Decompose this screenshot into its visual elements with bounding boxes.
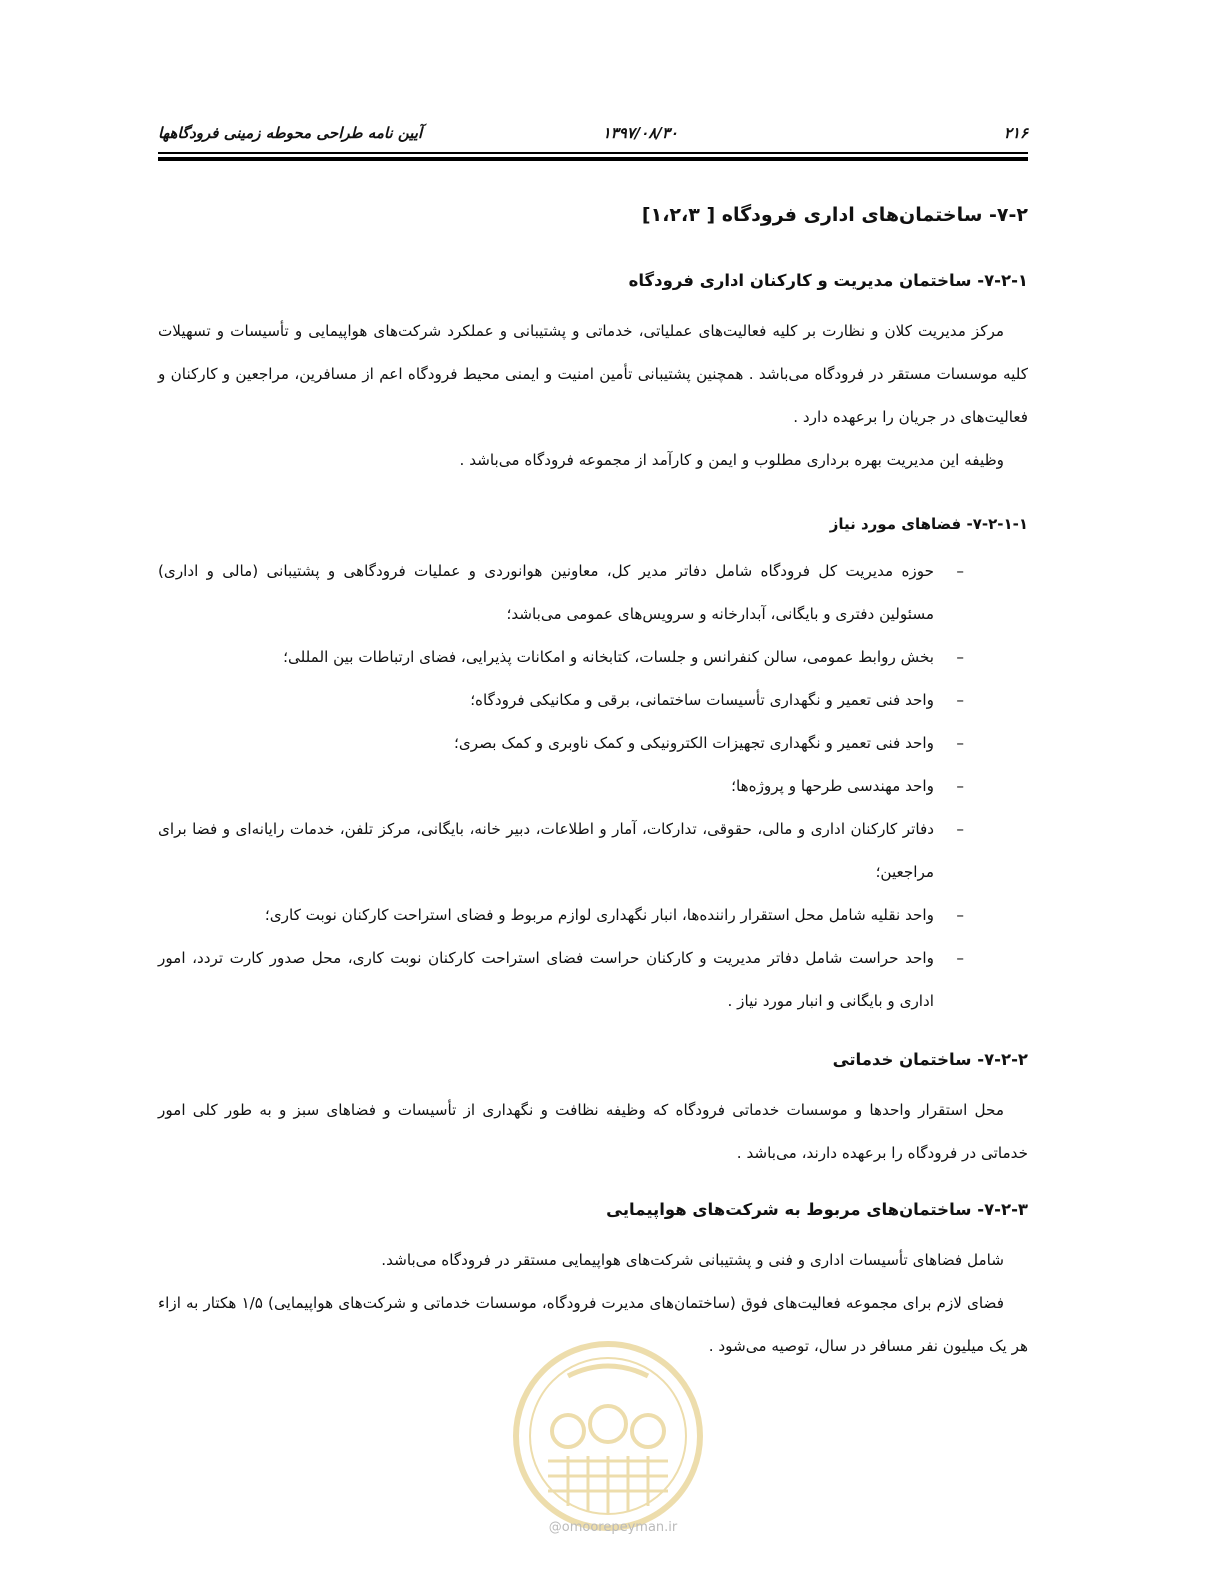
main-content	[158, 200, 1028, 1368]
subsection-heading-3: ۷-۲-۳- ساختمان‌های مربوط به شرکت‌های هواپیمایی	[606, 1200, 1028, 1219]
list-item: – واحد حراست شامل دفاتر مدیریت و کارکنان حراست فضای استراحت کارکنان نوبت کاری، محل صدور کارت تردد، امور اداری و بایگانی و انبار مورد نیاز .	[158, 949, 964, 1010]
paragraph: فضای لازم برای مجموعه فعالیت‌های فوق (ساختمان‌های مدیرت فرودگاه، موسسات خدماتی و شرکت‌های هواپیمایی) ۱/۵ هکتار به ازاء هر یک میلیون نفر مسافر در سال، توصیه می‌شود .	[158, 1294, 1028, 1355]
list-item: – حوزه مدیریت کل فرودگاه شامل دفاتر مدیر کل، معاونین هوانوردی و عملیات فرودگاهی و پشتیبانی (مالی و اداری) مسئولین دفتری و بایگانی، آبدارخانه و سرویس‌های عمومی می‌باشد؛	[158, 562, 964, 623]
paragraph: شامل فضاهای تأسیسات اداری و فنی و پشتیبانی شرکت‌های هواپیمایی مستقر در فرودگاه می‌باشد.	[381, 1251, 1004, 1269]
subsection-heading-1: ۷-۲-۱- ساختمان مدیریت و کارکنان اداری فرودگاه	[628, 271, 1028, 290]
header-title: آیین نامه طراحی محوطه زمینی فرودگاهها	[158, 124, 423, 142]
subsection-heading-2: ۷-۲-۲- ساختمان خدماتی	[832, 1050, 1028, 1069]
header-date: ۱۳۹۷/۰۸/۳۰	[602, 124, 678, 142]
list-item: – واحد نقلیه شامل محل استقرار راننده‌ها، انبار نگهداری لوازم مربوط و فضای استراحت کارکنان نوبت کاری؛	[264, 906, 964, 924]
section-heading: ۷-۲- ساختمان‌های اداری فرودگاه [ ۱،۲،۳]	[641, 204, 1028, 226]
paragraph: مرکز مدیریت کلان و نظارت بر کلیه فعالیت‌های عملیاتی، خدماتی و پشتیبانی و عملکرد شرکت‌های هواپیمایی و تأسیسات و تسهیلات کلیه موسسات مستقر در فرودگاه می‌باشد . همچنین پشتیبانی تأمین امنیت و ایمنی محیط فرودگاه اعم از مسافرین، مراجعین و کارکنان و فعالیت‌های در جریان را برعهده دارد .	[158, 322, 1028, 426]
header-rule-thin	[158, 152, 1028, 154]
header-rule-thick	[158, 157, 1028, 161]
list-item: – واحد مهندسی طرحها و پروژه‌ها؛	[731, 777, 964, 795]
watermark-seal-icon	[508, 1336, 708, 1536]
list-item: – واحد فنی تعمیر و نگهداری تجهیزات الکترونیکی و کمک ناوبری و کمک بصری؛	[454, 734, 964, 752]
list-item: – واحد فنی تعمیر و نگهداری تأسیسات ساختمانی، برقی و مکانیکی فرودگاه؛	[470, 691, 964, 709]
subsubsection-heading: ۷-۲-۱-۱- فضاهای مورد نیاز	[829, 515, 1028, 533]
paragraph: محل استقرار واحدها و موسسات خدماتی فرودگاه که وظیفه نظافت و نگهداری از تأسیسات و فضاهای سبز و به طور کلی امور خدماتی در فرودگاه را برعهده دارند، می‌باشد .	[158, 1101, 1028, 1162]
spaces-list	[158, 550, 1028, 1023]
page-number: ۲۱۶	[1003, 124, 1028, 142]
watermark-url: @omoorepeyman.ir	[548, 1520, 678, 1535]
page-header	[158, 118, 1028, 148]
paragraph: وظیفه این مدیریت بهره برداری مطلوب و ایمن و کارآمد از مجموعه فرودگاه می‌باشد .	[459, 451, 1004, 469]
list-item: – دفاتر کارکنان اداری و مالی، حقوقی، تدارکات، آمار و اطلاعات، دبیر خانه، بایگانی، مرکز تلفن، خدمات رایانه‌ای و فضا برای مراجعین؛	[158, 820, 964, 881]
list-item: – بخش روابط عمومی، سالن کنفرانس و جلسات، کتابخانه و امکانات پذیرایی، فضای ارتباطات بین المللی؛	[283, 648, 964, 666]
